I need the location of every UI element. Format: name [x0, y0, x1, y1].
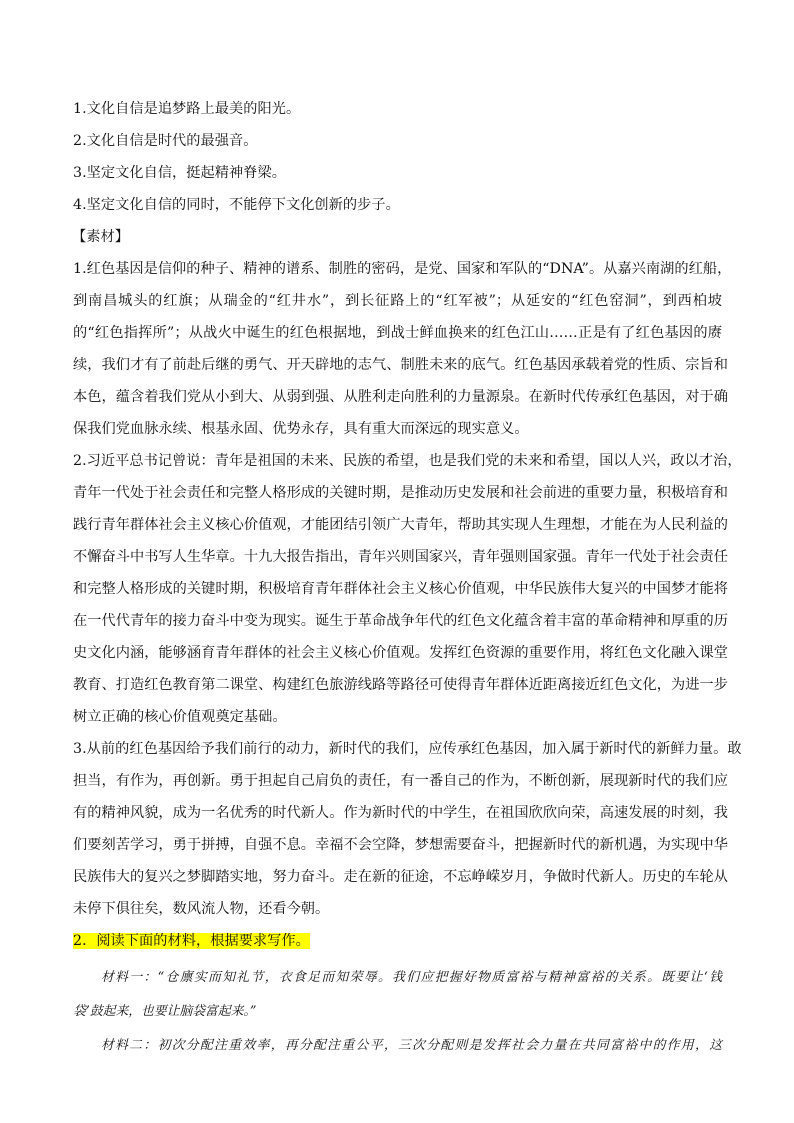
material-2-line-4: 不懈奋斗中书写人生华章。十九大报告指出，青年兴则国家兴，青年强则国家强。青年一代处于社会责任 [73, 549, 728, 565]
material-2-line-7: 史文化内涵，能够涵育青年群体的社会主义核心价值观。发挥红色资源的重要作用，将红色文化融入课堂 [73, 645, 728, 661]
question-material-line-3: 材料二：初次分配注重效率，再分配注重公平，三次分配则是发挥社会力量在共同富裕中的作用，这 [101, 1038, 722, 1053]
material-3-line-5: 民族伟大的复兴之梦脚踏实地，努力奋斗。走在新的征途，不忘峥嵘岁月，争做时代新人。历史的车轮从 [73, 869, 728, 885]
material-1-line-4: 续，我们才有了前赴后继的勇气、开天辟地的志气、制胜未来的底气。红色基因承载着党的性质、宗旨和 [73, 357, 728, 373]
material-1-line-5: 本色，蕴含着我们党从小到大、从弱到强、从胜利走向胜利的力量源泉。在新时代传承红色基因，对于确 [73, 389, 728, 405]
material-2-line-8: 教育、打造红色教育第二课堂、构建红色旅游线路等路径可使得青年群体近距离接近红色文化，为进一步 [73, 677, 728, 693]
topic-line-1: 1.文化自信是追梦路上最美的阳光。 [73, 101, 301, 117]
section-label: 【素材】 [72, 229, 129, 245]
material-3-line-2: 担当，有作为，再创新。勇于担起自己肩负的责任，有一番自己的作为，不断创新，展现新时代的我们应 [73, 773, 728, 789]
material-2-line-9: 树立正确的核心价值观奠定基础。 [73, 709, 287, 725]
material-3-line-1: 3.从前的红色基因给予我们前行的动力，新时代的我们，应传承红色基因，加入属于新时代的新鲜力量。敢 [73, 741, 742, 757]
material-1-line-6: 保我们党血脉永续、根基永固、优势永存，具有重大而深远的现实意义。 [73, 421, 529, 437]
question-material-line-2: 袋’鼓起来，也要让脑袋富起来。” [73, 1004, 257, 1019]
question-material-line-1: 材料一：“仓廪实而知礼节，衣食足而知荣辱。我们应把握好物质富裕与精神富裕的关系。既要让‘钱 [101, 970, 722, 985]
material-3-line-4: 们要刻苦学习，勇于拼搏，自强不息。幸福不会空降，梦想需要奋斗，把握新时代的新机遇，为实现中华 [73, 837, 728, 853]
material-2-line-3: 践行青年群体社会主义核心价值观，才能团结引领广大青年，帮助其实现人生理想，才能在为人民利益的 [73, 517, 728, 533]
topic-line-3: 3.坚定文化自信，挺起精神脊梁。 [73, 165, 286, 181]
material-1-line-1: 1.红色基因是信仰的种子、精神的谱系、制胜的密码，是党、国家和军队的“DNA”。从嘉兴南湖的红船， [73, 261, 732, 277]
material-2-line-2: 青年一代处于社会责任和完整人格形成的关键时期，是推动历史发展和社会前进的重要力量，积极培育和 [73, 485, 728, 501]
material-2-line-6: 在一代代青年的接力奋斗中变为现实。诞生于革命战争年代的红色文化蕴含着丰富的革命精神和厚重的历 [73, 613, 728, 629]
material-2-line-5: 和完整人格形成的关键时期，积极培育青年群体社会主义核心价值观，中华民族伟大复兴的中国梦才能将 [73, 581, 728, 597]
material-3-line-3: 有的精神风貌，成为一名优秀的时代新人。作为新时代的中学生，在祖国欣欣向荣，高速发展的时刻，我 [73, 805, 728, 821]
material-1-line-3: 的“红色指挥所”；从战火中诞生的红色根据地，到战士鲜血换来的红色江山……正是有了红色基因的赓 [73, 325, 722, 341]
material-2-line-1: 2.习近平总书记曾说：青年是祖国的未来、民族的希望，也是我们党的未来和希望，国以人兴，政以才治， [73, 453, 742, 469]
topic-line-4: 4.坚定文化自信的同时，不能停下文化创新的步子。 [73, 197, 400, 213]
question-heading [73, 931, 310, 951]
material-1-line-2: 到南昌城头的红旗；从瑞金的“红井水”，到长征路上的“红军被”；从延安的“红色窑洞”，到西柏坡 [73, 293, 722, 309]
question-heading-text: 2．阅读下面的材料，根据要求写作。 [73, 933, 310, 949]
topic-line-2: 2.文化自信是时代的最强音。 [73, 133, 258, 149]
material-3-line-6: 未停下俱往矣，数风流人物，还看今朝。 [73, 901, 330, 917]
